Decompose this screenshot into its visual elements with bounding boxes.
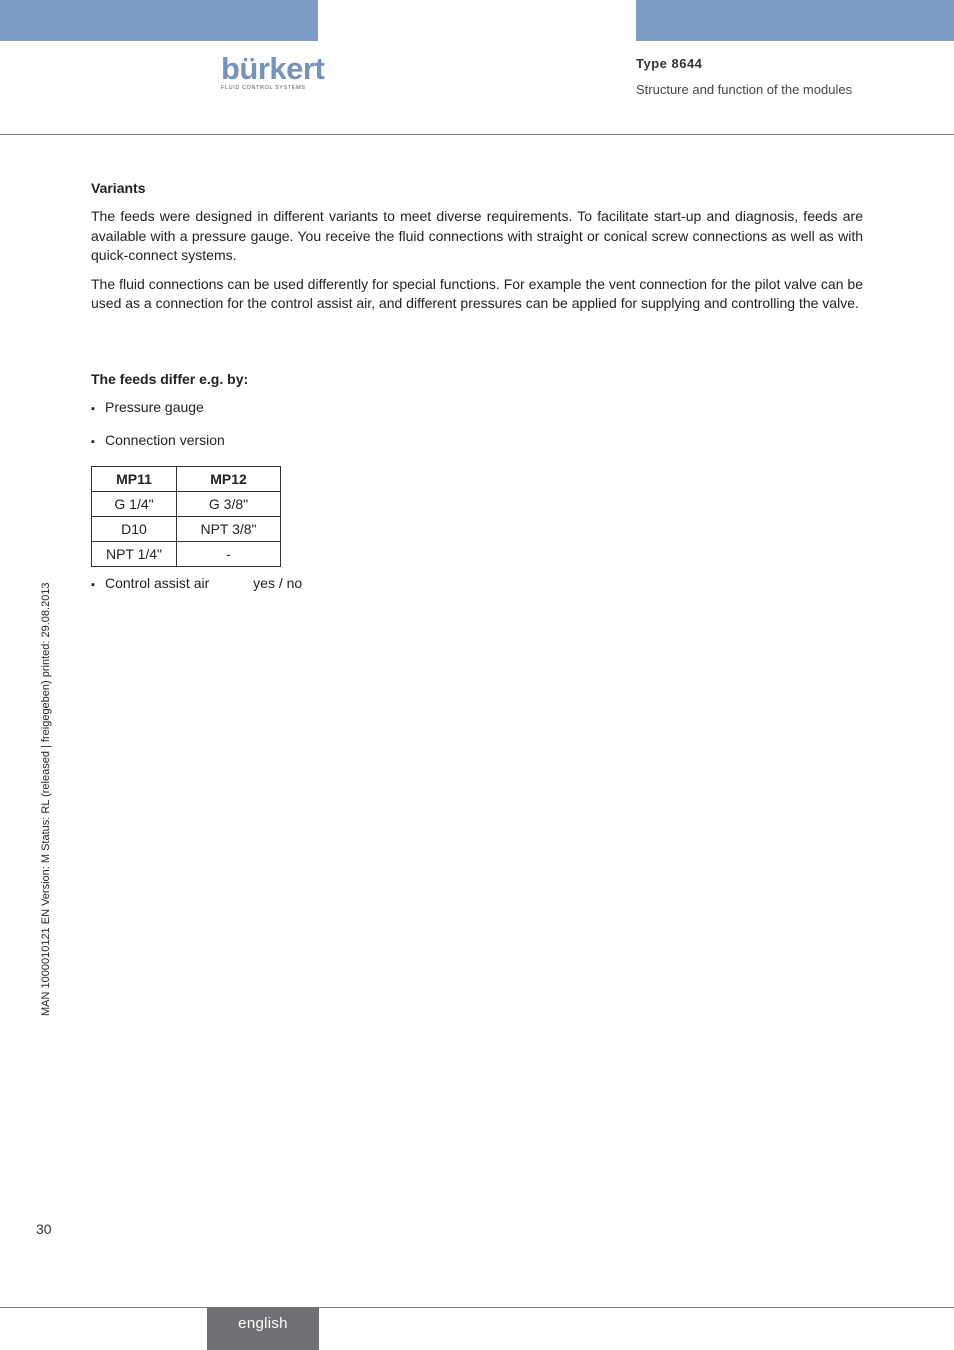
- connection-version-table: [91, 466, 281, 567]
- table-row: [92, 517, 281, 542]
- footer-divider: [0, 1307, 954, 1308]
- table-row: [92, 542, 281, 567]
- list-item: [91, 432, 225, 448]
- table-cell: NPT 3/8": [177, 517, 281, 542]
- logo-wordmark: bürkert: [221, 51, 325, 86]
- table-cell: -: [177, 542, 281, 567]
- logo-tagline: FLUID CONTROL SYSTEMS: [221, 85, 306, 91]
- bullet-marker: ▪: [91, 436, 95, 448]
- document-info-vertical: MAN 1000010121 EN Version: M Status: RL (released | freigegeben) printed: 29.08.2013: [40, 582, 52, 1016]
- section-title: Structure and function of the modules: [636, 82, 853, 97]
- main-content: [91, 180, 863, 314]
- paragraph-1: The feeds were designed in different variants to meet diverse requirements. To facilitate start-up and diagnosis, feeds are available with a pressure gauge. You receive the fluid connections with straight or conical screw connections as well as with quick-connect systems.: [91, 208, 863, 263]
- burkert-logo: [221, 51, 325, 91]
- list-item: [91, 399, 204, 415]
- page-number: 30: [36, 1221, 52, 1237]
- table-header-row: [92, 467, 281, 492]
- header-bar-left: [0, 0, 318, 41]
- table-cell: D10: [92, 517, 177, 542]
- bullet-label: Control assist air: [105, 575, 210, 591]
- bullet-label: Connection version: [105, 432, 225, 448]
- column-header: MP12: [177, 467, 281, 492]
- language-tab: english: [207, 1307, 319, 1350]
- paragraph-2: The fluid connections can be used differently for special functions. For example the vent connection for the pilot valve can be used as a connection for the control assist air, and different pressures can be applied for supplying and controlling the valve.: [91, 275, 863, 311]
- header-divider: [0, 134, 954, 135]
- table-cell: G 1/4": [92, 492, 177, 517]
- list-item: [91, 575, 302, 591]
- bullet-marker: ▪: [91, 403, 95, 415]
- table-cell: NPT 1/4": [92, 542, 177, 567]
- variants-heading: Variants: [91, 180, 146, 196]
- document-type: Type 8644: [636, 56, 703, 71]
- bullet-value: yes / no: [253, 575, 303, 591]
- table-cell: G 3/8": [177, 492, 281, 517]
- bullet-marker: ▪: [91, 579, 95, 591]
- feeds-differ-heading: The feeds differ e.g. by:: [91, 371, 249, 387]
- column-header: MP11: [92, 467, 177, 492]
- header-bar-right: [636, 0, 954, 41]
- bullet-label: Pressure gauge: [105, 399, 204, 415]
- table-row: [92, 492, 281, 517]
